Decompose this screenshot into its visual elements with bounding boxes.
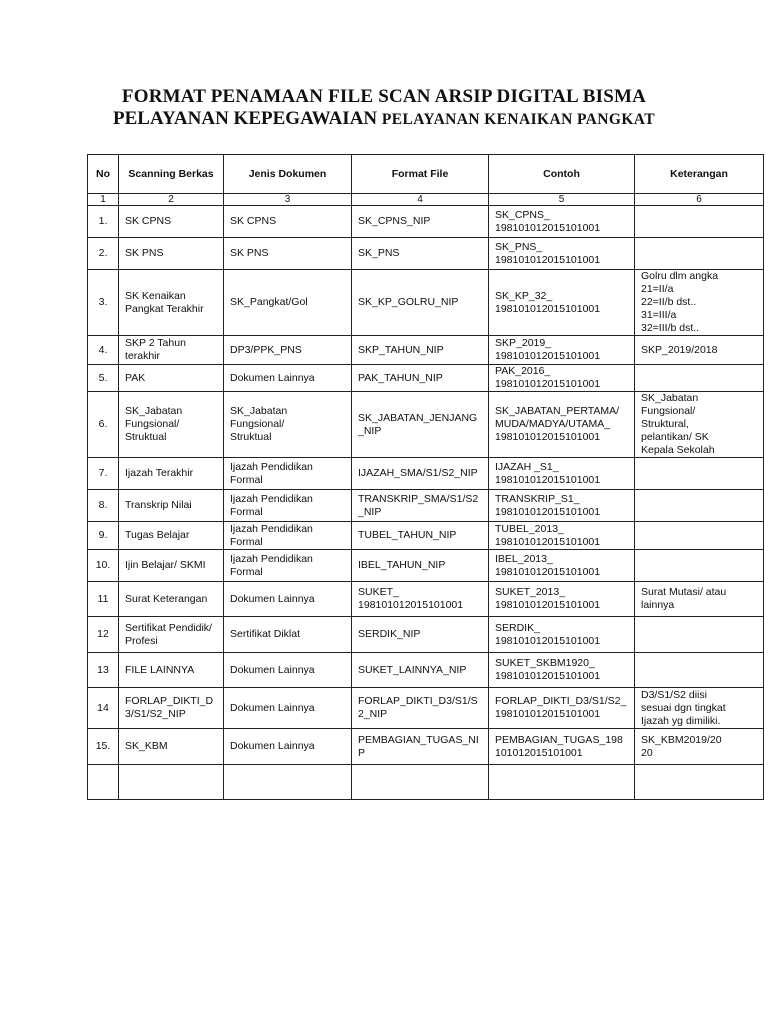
row-keterangan: D3/S1/S2 diisi sesuai dgn tingkat Ijazah yg dimiliki.: [635, 688, 764, 729]
row-no: 6.: [88, 392, 119, 458]
row-format-file: SK_JABATAN_JENJANG _NIP: [352, 392, 489, 458]
row-no: 5.: [88, 365, 119, 392]
row-format-file: PAK_TAHUN_NIP: [352, 365, 489, 392]
row-jenis-dokumen: SK_Jabatan Fungsional/ Struktual: [224, 392, 352, 458]
row-keterangan: Surat Mutasi/ atau lainnya: [635, 582, 764, 617]
row-contoh: SKP_2019_ 198101012015101001: [489, 336, 635, 365]
row-jenis-dokumen: Dokumen Lainnya: [224, 582, 352, 617]
row-contoh: SK_PNS_ 198101012015101001: [489, 238, 635, 270]
row-scanning-berkas: PAK: [119, 365, 224, 392]
row-format-file: SK_PNS: [352, 238, 489, 270]
row-no: 11: [88, 582, 119, 617]
row-contoh: SK_JABATAN_PERTAMA/ MUDA/MADYA/UTAMA_ 198101012015101001: [489, 392, 635, 458]
row-format-file: SUKET_LAINNYA_NIP: [352, 653, 489, 688]
empty-cell: [88, 765, 119, 800]
row-keterangan: [635, 522, 764, 550]
row-contoh: TUBEL_2013_ 198101012015101001: [489, 522, 635, 550]
row-format-file: SUKET_ 198101012015101001: [352, 582, 489, 617]
document-subtitle: [0, 108, 768, 130]
row-format-file: SERDIK_NIP: [352, 617, 489, 653]
header-contoh: Contoh: [489, 155, 635, 194]
subtitle-sub: PELAYANAN KENAIKAN PANGKAT: [381, 111, 655, 128]
row-keterangan: [635, 238, 764, 270]
row-jenis-dokumen: DP3/PPK_PNS: [224, 336, 352, 365]
row-keterangan: SK_KBM2019/20 20: [635, 729, 764, 765]
row-scanning-berkas: SKP 2 Tahun terakhir: [119, 336, 224, 365]
column-number-row: [88, 194, 764, 206]
row-no: 13: [88, 653, 119, 688]
row-jenis-dokumen: Dokumen Lainnya: [224, 688, 352, 729]
row-scanning-berkas: Tugas Belajar: [119, 522, 224, 550]
row-scanning-berkas: SK Kenaikan Pangkat Terakhir: [119, 270, 224, 336]
column-number: 5: [489, 194, 635, 206]
row-contoh: TRANSKRIP_S1_ 198101012015101001: [489, 490, 635, 522]
row-jenis-dokumen: SK CPNS: [224, 206, 352, 238]
row-format-file: FORLAP_DIKTI_D3/S1/S 2_NIP: [352, 688, 489, 729]
header-no: No: [88, 155, 119, 194]
table-row: [88, 729, 764, 765]
header-keterangan: Keterangan: [635, 155, 764, 194]
table-row: [88, 490, 764, 522]
table-row: [88, 582, 764, 617]
row-contoh: FORLAP_DIKTI_D3/S1/S2_ 198101012015101001: [489, 688, 635, 729]
column-number: 1: [88, 194, 119, 206]
row-keterangan: SK_Jabatan Fungsional/ Struktural, pelantikan/ SK Kepala Sekolah: [635, 392, 764, 458]
row-keterangan: [635, 550, 764, 582]
table-row: [88, 617, 764, 653]
row-keterangan: [635, 365, 764, 392]
row-format-file: PEMBAGIAN_TUGAS_NI P: [352, 729, 489, 765]
row-keterangan: [635, 617, 764, 653]
row-jenis-dokumen: Ijazah Pendidikan Formal: [224, 490, 352, 522]
row-scanning-berkas: SK CPNS: [119, 206, 224, 238]
row-contoh: IBEL_2013_ 198101012015101001: [489, 550, 635, 582]
row-keterangan: SKP_2019/2018: [635, 336, 764, 365]
row-jenis-dokumen: Ijazah Pendidikan Formal: [224, 458, 352, 490]
row-contoh: SERDIK_ 198101012015101001: [489, 617, 635, 653]
row-format-file: TRANSKRIP_SMA/S1/S2 _NIP: [352, 490, 489, 522]
table-row: [88, 206, 764, 238]
table-row: [88, 365, 764, 392]
row-contoh: SK_CPNS_ 198101012015101001: [489, 206, 635, 238]
row-no: 9.: [88, 522, 119, 550]
row-scanning-berkas: Ijazah Terakhir: [119, 458, 224, 490]
row-contoh: PAK_2016_ 198101012015101001: [489, 365, 635, 392]
table-row: [88, 270, 764, 336]
row-format-file: IBEL_TAHUN_NIP: [352, 550, 489, 582]
header-scanning-berkas: Scanning Berkas: [119, 155, 224, 194]
row-scanning-berkas: Ijin Belajar/ SKMI: [119, 550, 224, 582]
header-format-file: Format File: [352, 155, 489, 194]
table-row: [88, 522, 764, 550]
empty-cell: [119, 765, 224, 800]
column-number: 6: [635, 194, 764, 206]
row-no: 10.: [88, 550, 119, 582]
empty-cell: [489, 765, 635, 800]
empty-cell: [224, 765, 352, 800]
column-number: 3: [224, 194, 352, 206]
document-title: FORMAT PENAMAAN FILE SCAN ARSIP DIGITAL BISMA: [121, 86, 647, 107]
row-format-file: SK_KP_GOLRU_NIP: [352, 270, 489, 336]
row-no: 7.: [88, 458, 119, 490]
table-row: [88, 458, 764, 490]
header-row: [88, 155, 764, 194]
row-keterangan: [635, 490, 764, 522]
table-row: [88, 653, 764, 688]
row-contoh: SK_KP_32_ 198101012015101001: [489, 270, 635, 336]
row-jenis-dokumen: Dokumen Lainnya: [224, 365, 352, 392]
row-keterangan: [635, 206, 764, 238]
row-keterangan: [635, 653, 764, 688]
row-scanning-berkas: SK_Jabatan Fungsional/ Struktual: [119, 392, 224, 458]
row-no: 12: [88, 617, 119, 653]
row-no: 4.: [88, 336, 119, 365]
table-row: [88, 336, 764, 365]
row-contoh: SUKET_SKBM1920_ 198101012015101001: [489, 653, 635, 688]
header-jenis-dokumen: Jenis Dokumen: [224, 155, 352, 194]
row-no: 1.: [88, 206, 119, 238]
row-keterangan: [635, 458, 764, 490]
row-no: 3.: [88, 270, 119, 336]
row-no: 2.: [88, 238, 119, 270]
empty-cell: [352, 765, 489, 800]
column-number: 2: [119, 194, 224, 206]
row-format-file: IJAZAH_SMA/S1/S2_NIP: [352, 458, 489, 490]
table-row: [88, 392, 764, 458]
row-no: 8.: [88, 490, 119, 522]
naming-format-table: [87, 154, 764, 800]
row-format-file: TUBEL_TAHUN_NIP: [352, 522, 489, 550]
table-row: [88, 550, 764, 582]
column-number: 4: [352, 194, 489, 206]
row-scanning-berkas: SK PNS: [119, 238, 224, 270]
row-scanning-berkas: Surat Keterangan: [119, 582, 224, 617]
row-contoh: PEMBAGIAN_TUGAS_198 101012015101001: [489, 729, 635, 765]
row-scanning-berkas: SK_KBM: [119, 729, 224, 765]
table-row: [88, 238, 764, 270]
row-no: 14: [88, 688, 119, 729]
row-keterangan: Golru dlm angka 21=II/a 22=II/b dst.. 31=III/a 32=III/b dst..: [635, 270, 764, 336]
row-jenis-dokumen: Dokumen Lainnya: [224, 653, 352, 688]
row-no: 15.: [88, 729, 119, 765]
row-contoh: IJAZAH _S1_ 198101012015101001: [489, 458, 635, 490]
row-jenis-dokumen: Ijazah Pendidikan Formal: [224, 550, 352, 582]
row-jenis-dokumen: Dokumen Lainnya: [224, 729, 352, 765]
subtitle-main: PELAYANAN KEPEGAWAIAN: [113, 108, 378, 129]
row-scanning-berkas: Transkrip Nilai: [119, 490, 224, 522]
row-jenis-dokumen: SK PNS: [224, 238, 352, 270]
row-scanning-berkas: FILE LAINNYA: [119, 653, 224, 688]
row-format-file: SKP_TAHUN_NIP: [352, 336, 489, 365]
row-scanning-berkas: FORLAP_DIKTI_D 3/S1/S2_NIP: [119, 688, 224, 729]
empty-cell: [635, 765, 764, 800]
row-format-file: SK_CPNS_NIP: [352, 206, 489, 238]
row-scanning-berkas: Sertifikat Pendidik/ Profesi: [119, 617, 224, 653]
row-jenis-dokumen: Sertifikat Diklat: [224, 617, 352, 653]
table-row: [88, 688, 764, 729]
row-contoh: SUKET_2013_ 198101012015101001: [489, 582, 635, 617]
row-jenis-dokumen: Ijazah Pendidikan Formal: [224, 522, 352, 550]
row-jenis-dokumen: SK_Pangkat/Gol: [224, 270, 352, 336]
empty-row: [88, 765, 764, 800]
